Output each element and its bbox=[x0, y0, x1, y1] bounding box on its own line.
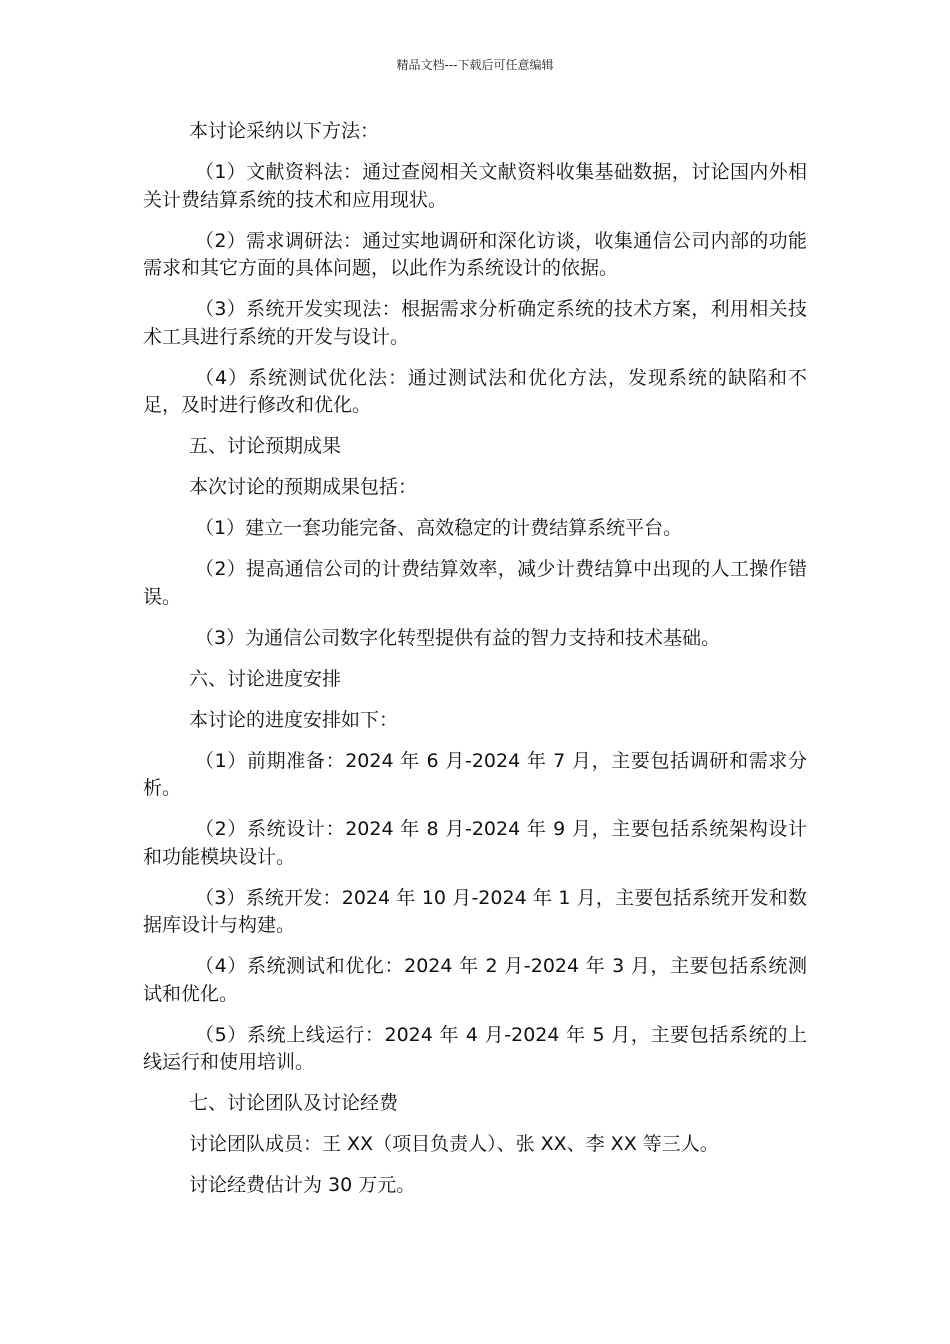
method-item-4: （4）系统测试优化法：通过测试法和优化方法，发现系统的缺陷和不足，及时进行修改和优化。 bbox=[143, 366, 807, 416]
schedule-item-4: （4）系统测试和优化：2024 年 2 月-2024 年 3 月，主要包括系统测试和优化。 bbox=[143, 955, 807, 1005]
method-item-1: （1）文献资料法：通过查阅相关文献资料收集基础数据，讨论国内外相关计费结算系统的技术和应用现状。 bbox=[143, 161, 807, 211]
section-heading-5: 五、讨论预期成果 bbox=[189, 435, 342, 457]
document-body bbox=[143, 118, 807, 1213]
outcome-item-1: （1）建立一套功能完备、高效稳定的计费结算系统平台。 bbox=[195, 517, 683, 539]
outcomes-intro: 本次讨论的预期成果包括： bbox=[189, 476, 418, 498]
schedule-item-5: （5）系统上线运行：2024 年 4 月-2024 年 5 月，主要包括系统的上线运行和使用培训。 bbox=[143, 1023, 807, 1073]
page-header: 精品文档---下载后可任意编辑 bbox=[396, 58, 554, 72]
schedule-item-1: （1）前期准备：2024 年 6 月-2024 年 7 月，主要包括调研和需求分析。 bbox=[143, 749, 807, 799]
schedule-item-3: （3）系统开发：2024 年 10 月-2024 年 1 月，主要包括系统开发和数据库设计与构建。 bbox=[143, 886, 807, 936]
method-item-2: （2）需求调研法：通过实地调研和深化访谈，收集通信公司内部的功能需求和其它方面的具体问题，以此作为系统设计的依据。 bbox=[143, 229, 807, 279]
section-heading-7: 七、讨论团队及讨论经费 bbox=[189, 1092, 399, 1114]
team-members: 讨论团队成员：王 XX（项目负责人）、张 XX、李 XX 等三人。 bbox=[189, 1133, 719, 1155]
budget-estimate: 讨论经费估计为 30 万元。 bbox=[189, 1174, 416, 1196]
method-item-3: （3）系统开发实现法：根据需求分析确定系统的技术方案，利用相关技术工具进行系统的开发与设计。 bbox=[143, 298, 807, 348]
outcome-item-3: （3）为通信公司数字化转型提供有益的智力支持和技术基础。 bbox=[195, 626, 721, 649]
schedule-intro: 本讨论的进度安排如下： bbox=[189, 708, 399, 731]
methods-intro: 本讨论采纳以下方法： bbox=[189, 120, 380, 142]
section-heading-6: 六、讨论进度安排 bbox=[189, 667, 342, 690]
outcome-item-2: （2）提高通信公司的计费结算效率，减少计费结算中出现的人工操作错误。 bbox=[143, 558, 807, 608]
schedule-item-2: （2）系统设计：2024 年 8 月-2024 年 9 月，主要包括系统架构设计和功能模块设计。 bbox=[143, 818, 807, 868]
